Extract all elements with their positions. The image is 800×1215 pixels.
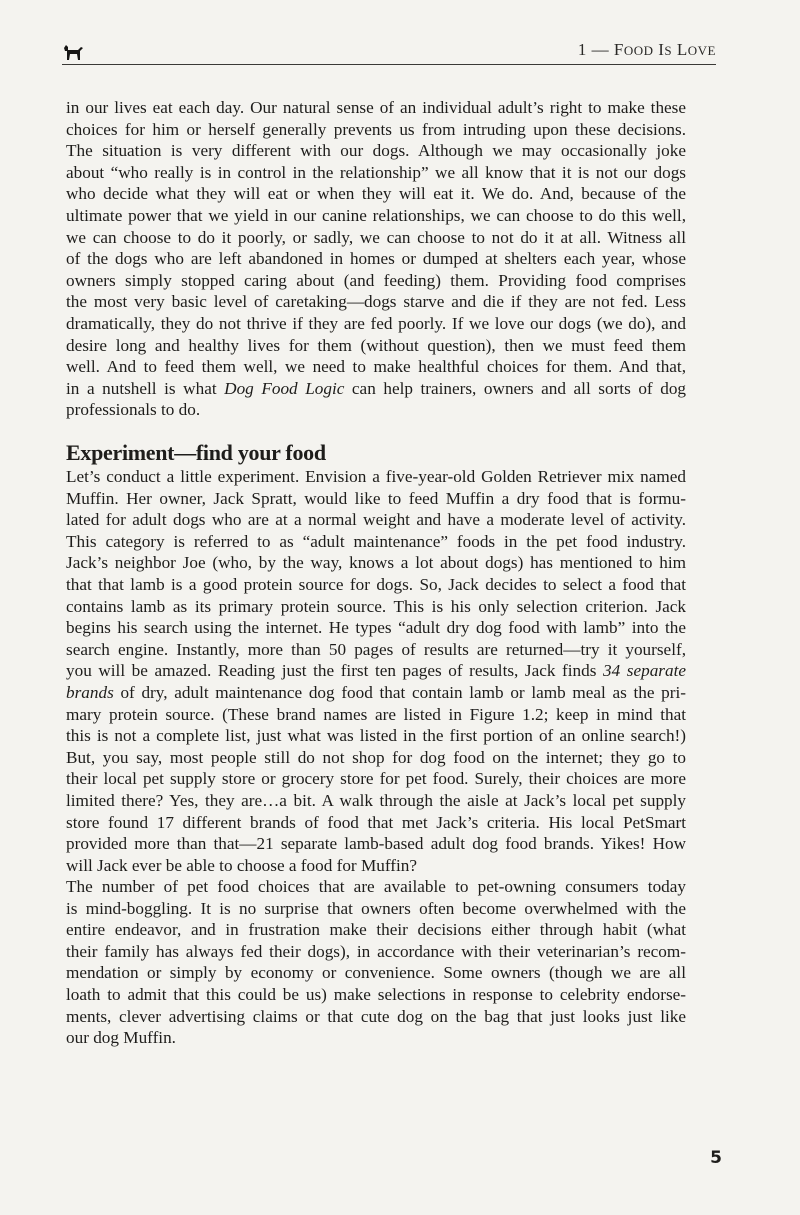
text-line: in a nutshell is what Dog Food Logic can help trainers, owners and all sorts of dog [66, 378, 687, 398]
text-line: Muffin. Her owner, Jack Spratt, would like to feed Muffin a dry food that is formu- [66, 488, 686, 508]
text-line: well. And to feed them well, we need to make healthful choices for them. And that, [66, 357, 686, 377]
text-line: ments, clever advertising claims or that cute dog on the bag that just looks just like [66, 1006, 686, 1026]
text-line: you will be amazed. Reading just the first ten pages of results, Jack finds 34 separate [66, 661, 686, 681]
text-line: mendation or simply by economy or convenience. Some owners (though we are all [66, 963, 686, 983]
text-line: store found 17 different brands of food that met Jack’s criteria. His local PetSmart [66, 812, 686, 832]
text-line: provided more than that—21 separate lamb-based adult dog food brands. Yikes! How [66, 834, 686, 854]
text-line: But, you say, most people still do not shop for dog food on the internet; they go to [66, 747, 686, 767]
dog-silhouette-icon [62, 42, 84, 62]
chapter-header [578, 40, 716, 60]
text-line: lated for adult dogs who are at a normal weight and have a moderate level of activity. [66, 510, 686, 530]
text-line: begins his search using the internet. He types “adult dry dog food with lamb” into the [66, 618, 686, 638]
chapter-title-word-2: IS [658, 40, 673, 59]
text-line: we can choose to do it poorly, or sadly, we can choose to not do it at all. Witness all [66, 227, 686, 247]
paragraph-2 [66, 466, 686, 876]
text-line: limited there? Yes, they are…a bit. A walk through the aisle at Jack’s local pet supply [66, 790, 686, 810]
text-line: about “who really is in control in the relationship” we all know that it is not our dogs [66, 162, 686, 182]
text-line: ultimate power that we yield in our canine relationships, we can choose to do this well, [66, 205, 686, 225]
chapter-number: 1 [577, 40, 587, 59]
text-line: is mind-boggling. It is no surprise that owners often become overwhelmed with the [66, 898, 686, 918]
text-line: owners simply stopped caring about (and feeding) them. Providing food comprises [66, 270, 686, 290]
text-line: desire long and healthy lives for them (without question), then we must feed them [66, 335, 686, 355]
chapter-title-word-3: LOVE [676, 40, 716, 59]
text-line: the most very basic level of caretaking—dogs starve and die if they are not fed. Less [66, 292, 686, 312]
text-line: who decide what they will eat or when they will eat it. We do. And, because of the [66, 184, 686, 204]
text-line: that that lamb is a good protein source for dogs. So, Jack decides to select a food that [66, 574, 686, 594]
section-heading: Experiment—find your food [66, 440, 326, 465]
italic-text: 34 separate [603, 661, 686, 681]
text-line: their family has always fed their dogs), in accordance with their veterinarian’s recom- [66, 941, 686, 961]
text-line: search engine. Instantly, more than 50 pages of results are returned—try it yourself, [66, 639, 686, 659]
text-line: brands of dry, adult maintenance dog food that contain lamb or lamb meal as the pri- [66, 682, 686, 702]
text-line: Jack’s neighbor Joe (who, by the way, knows a lot about dogs) has mentioned to him [66, 553, 686, 573]
text-line: loath to admit that this could be us) make selections in response to celebrity endorse- [66, 984, 686, 1004]
text-line: will Jack ever be able to choose a food for Muffin? [66, 855, 417, 875]
running-header [62, 38, 716, 65]
text-line: Let’s conduct a little experiment. Envision a five-year-old Golden Retriever mix named [66, 467, 686, 486]
text-line: in our lives eat each day. Our natural sense of an individual adult’s right to make these [66, 98, 686, 117]
paragraph-3 [66, 876, 686, 1049]
text-line: entire endeavor, and in frustration make their decisions either through habit (what [66, 920, 686, 940]
text-line: The number of pet food choices that are available to pet-owning consumers today [66, 877, 686, 896]
text-line: dramatically, they do not thrive if they are fed poorly. If we love our dogs (we do), and [66, 313, 686, 333]
italic-text: Dog Food Logic [224, 378, 345, 398]
text-line: professionals to do. [66, 400, 201, 420]
page-number: 5 [710, 1148, 722, 1168]
chapter-title-word-1: FOOD [613, 40, 654, 59]
text-line: contains lamb as its primary protein source. This is his only selection criterion. Jack [66, 596, 686, 616]
text-line: our dog Muffin. [66, 1028, 176, 1048]
text-line: The situation is very different with our dogs. Although we may occasionally joke [66, 141, 686, 161]
chapter-dash: — [591, 40, 610, 59]
text-line: This category is referred to as “adult maintenance” foods in the pet food industry. [66, 531, 686, 551]
text-line: mary protein source. (These brand names are listed in Figure 1.2; keep in mind that [66, 704, 686, 724]
italic-text: brands [66, 682, 114, 702]
text-line: this is not a complete list, just what was listed in the first portion of an online search!) [66, 726, 686, 746]
text-line: of the dogs who are left abandoned in homes or dumped at shelters each year, whose [66, 249, 686, 269]
text-line: their local pet supply store or grocery store for pet food. Surely, their choices are more [66, 769, 686, 789]
text-line: choices for him or herself generally prevents us from intruding upon these decisions. [66, 119, 686, 139]
paragraph-1 [66, 97, 686, 421]
